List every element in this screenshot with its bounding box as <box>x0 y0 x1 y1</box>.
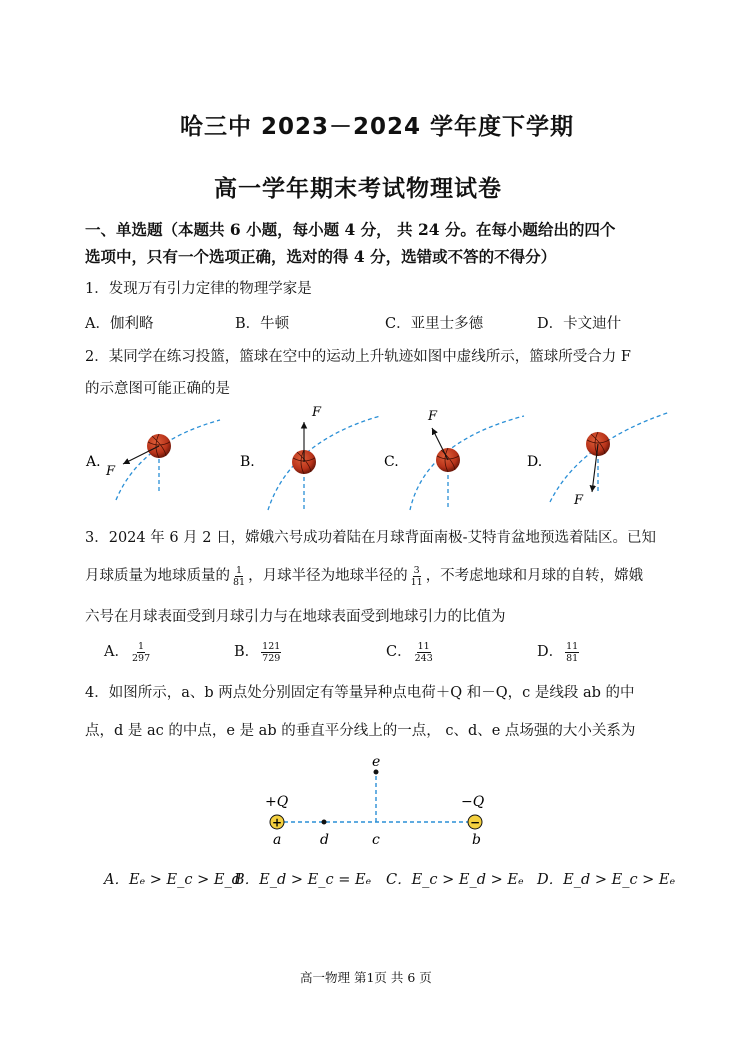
q3-option-b: B． $\frac{121}{729}$ <box>234 640 281 664</box>
force-label-c: F <box>428 409 438 424</box>
q2-panel-b <box>240 405 380 510</box>
q3-option-c: C． $\frac{11}{243}$ <box>386 640 433 664</box>
q3-line2-part-a: 月球质量为地球质量的 <box>85 568 230 584</box>
q2-stem-line1: 2．某同学在练习投篮，篮球在空中的运动上升轨迹如图中虚线所示，篮球所受合力 F <box>85 349 631 365</box>
positive-sign: + <box>271 815 283 830</box>
q1-option-b: B．牛顿 <box>235 316 290 332</box>
force-label-d: F <box>574 493 584 508</box>
q4-charge-diagram <box>255 752 505 852</box>
section-heading-line2: 选项中，只有一个选项正确，选对的得 4 分，选错或不答的不得分） <box>85 247 557 266</box>
label-plus-q: +Q <box>265 794 289 810</box>
q2-stem-line2: 的示意图可能正确的是 <box>85 381 230 397</box>
page-title-line2: 高一学年期末考试物理试卷 <box>214 176 502 202</box>
q3-line2-part-b: ，月球半径为地球半径的 <box>248 568 408 584</box>
q2-label-a: A. <box>86 454 101 470</box>
q1-option-d: D．卡文迪什 <box>537 316 622 332</box>
q3-fraction-mass: $\frac{1}{81}$ <box>233 564 246 588</box>
label-d: d <box>320 832 329 848</box>
q3-line2-part-c: ，不考虑地球和月球的自转，嫦娥 <box>425 568 644 584</box>
q4-option-b: B．E_d > E_c = Eₑ <box>234 872 372 888</box>
q1-option-a: A．伽利略 <box>85 316 154 332</box>
label-c: c <box>372 832 380 848</box>
q2-label-d: D. <box>527 454 543 470</box>
label-minus-q: −Q <box>461 794 485 810</box>
trajectory-b <box>268 416 380 510</box>
q3-option-d: D． $\frac{11}{81}$ <box>537 640 579 664</box>
point-d <box>322 820 327 825</box>
q2-label-c: C. <box>384 454 399 470</box>
q3-fraction-radius: $\frac{3}{11}$ <box>410 564 423 588</box>
trajectory-d <box>550 412 670 502</box>
q1-stem: 1．发现万有引力定律的物理学家是 <box>85 281 312 297</box>
label-a: a <box>273 832 282 848</box>
q3-line3: 六号在月球表面受到月球引力与在地球表面受到地球引力的比值为 <box>85 609 506 625</box>
force-label-b: F <box>312 405 322 420</box>
label-e: e <box>372 754 381 770</box>
section-heading-line1: 一、单选题（本题共 6 小题，每小题 4 分， 共 24 分。在每小题给出的四个 <box>85 220 616 239</box>
q3-line2 <box>85 564 643 588</box>
q3-option-a: A． $\frac{1}{297}$ <box>104 640 151 664</box>
q4-option-a: A．Eₑ > E_c > E_d <box>104 872 241 888</box>
point-e <box>374 770 379 775</box>
q2-panel-d <box>527 412 670 508</box>
trajectory-c <box>410 416 524 510</box>
q2-panel-c <box>384 409 524 510</box>
q4-option-d: D．E_d > E_c > Eₑ <box>537 872 676 888</box>
negative-sign: − <box>469 815 481 830</box>
label-b: b <box>472 832 481 848</box>
q3-line1: 3．2024 年 6 月 2 日，嫦娥六号成功着陆在月球背面南极-艾特肯盆地预选着陆区。已知 <box>85 530 657 546</box>
force-label-a: F <box>106 464 116 479</box>
q2-label-b: B. <box>240 454 255 470</box>
q4-line2: 点，d 是 ac 的中点，e 是 ab 的垂直平分线上的一点， c、d、e 点场强的大小关系为 <box>85 723 636 739</box>
q4-option-c: C．E_c > E_d > Eₑ <box>386 872 524 888</box>
page-footer: 高一物理 第1页 共 6 页 <box>300 970 432 985</box>
q2-figure <box>80 402 680 514</box>
page-title-line1: 哈三中 2023－2024 学年度下学期 <box>180 114 575 140</box>
q4-line1: 4．如图所示，a、b 两点处分别固定有等量异种点电荷＋Q 和－Q，c 是线段 ab 的中 <box>85 685 635 701</box>
q1-option-c: C．亚里士多德 <box>385 316 484 332</box>
q2-panel-a <box>85 420 220 500</box>
